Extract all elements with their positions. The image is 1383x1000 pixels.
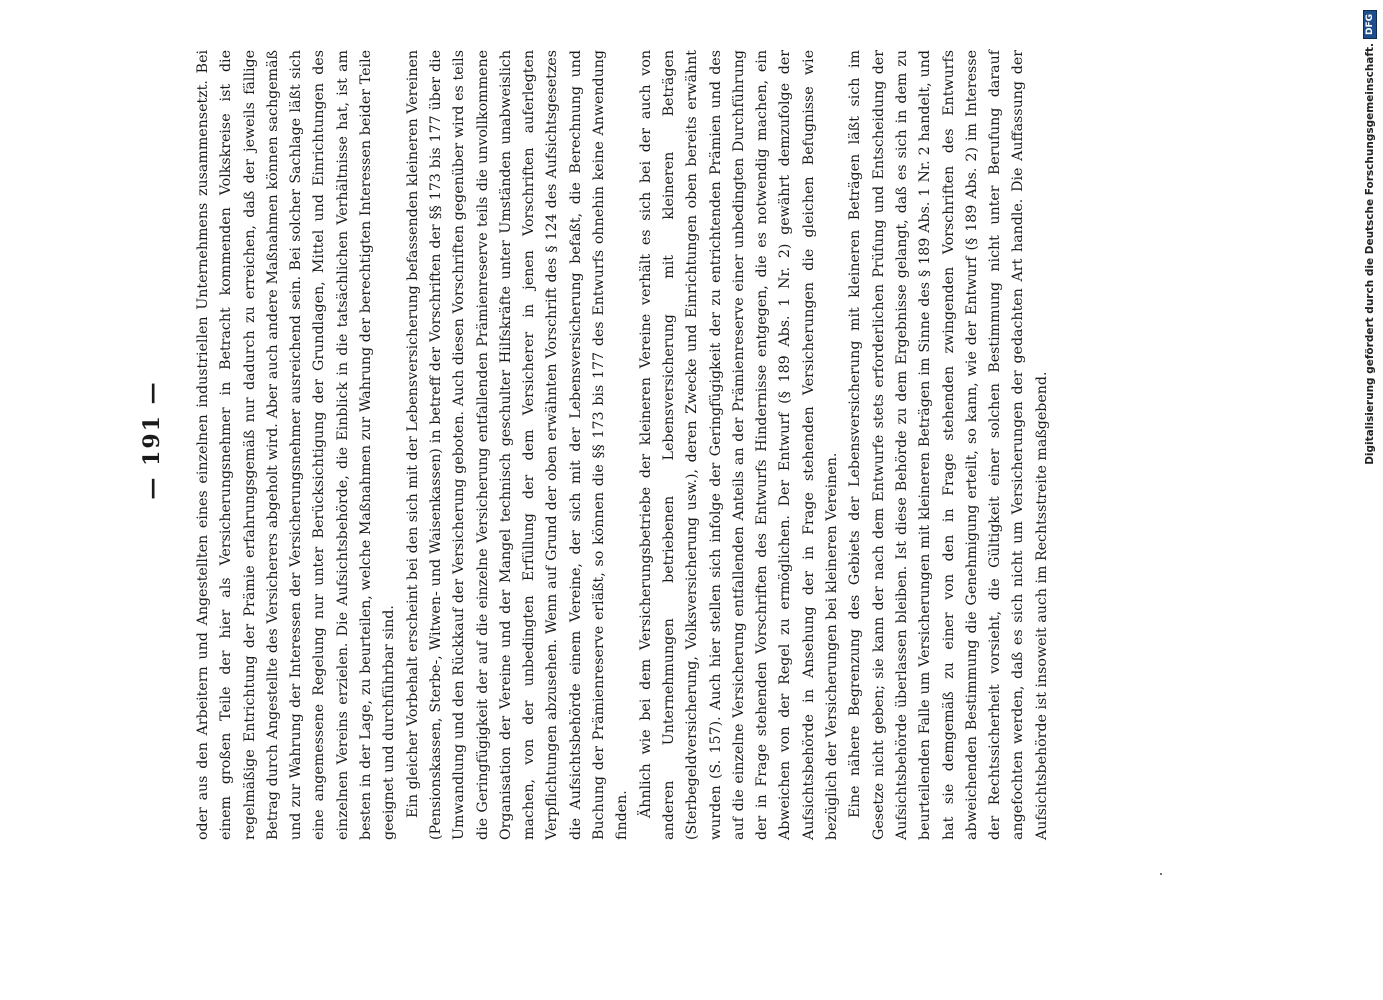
paragraph-3: Ähnlich wie bei dem Versicherungsbetriebe der kleineren Vereine verhält es sich bei der auch von anderen Unternehmungen betriebenen Lebensversicherung mit kleineren Beträgen (Sterbegeldversicherung, Volksversicherung usw.), deren Zwecke und Einrichtungen oben bereits erwähnt wurden (S. 157). Auch hier stellen sich infolge der Geringfügigkeit der zu entrichtenden Prämien und des auf die einzelne Versicherung entfallenden Anteils an der Prämienreserve einer unbedingten Durchführung der in Frage stehenden Vorschriften des Entwurfs Hindernisse entgegen, die es notwendig machen, ein Abweichen von der Regel zu ermöglichen. Der Entwurf (§ 189 Abs. 1 Nr. 2) gewährt demzufolge der Aufsichtsbehörde in Ansehung der in Frage stehenden Versicherungen die gleichen Befugnisse wie bezüglich der Versicherungen bei kleineren Vereinen. xyxy=(637,50,841,840)
scan-speck xyxy=(1160,873,1162,875)
digitization-credit-text: Digitalisierung gefördert durch die Deutsche Forschungsgemeinschaft. xyxy=(1364,43,1376,465)
page-body xyxy=(192,50,1222,840)
paragraph-2: Ein gleicher Vorbehalt erscheint bei den sich mit der Lebensversicherung befassenden kleineren Vereinen (Pensionskassen, Sterbe-, Witwen- und Waisenkassen) in betreff der Vorschriften der §§ 173 bis 177 über die Umwandlung und den Rückkauf der Versicherung geboten. Auch diesen Vorschriften gegenüber wird es teils die Geringfügigkeit der auf die einzelne Versicherung entfallenden Prämienreserve teils die unvollkommene Organisation der Vereine und der Mangel technisch geschulter Hilfskräfte unter Umständen unabweislich machen, von der unbedingten Erfüllung der dem Versicherer in jenen Vorschriften auferlegten Verpflichtungen abzusehen. Wenn auf Grund der oben erwähnten Vorschrift des § 124 des Aufsichtsgesetzes die Aufsichtsbehörde einem Vereine, der sich mit der Lebensversicherung befaßt, die Berechnung und Buchung der Prämienreserve erläßt, so können die §§ 173 bis 177 des Entwurfs ohnehin keine Anwendung finden. xyxy=(404,50,631,840)
document-page xyxy=(132,30,1222,850)
digitization-credit xyxy=(1359,10,1381,990)
dfg-logo: DFG xyxy=(1363,10,1377,39)
page-number: — 191 — xyxy=(139,380,165,500)
rotated-page xyxy=(132,0,1222,850)
paragraph-4: Eine nähere Begrenzung des Gebiets der Lebensversicherung mit kleineren Beträgen läßt sich im Gesetze nicht geben; sie kann der nach dem Entwurfe stets erforderlichen Prüfung und Entscheidung der Aufsichtsbehörde überlassen bleiben. Ist diese Behörde zu dem Ergebnisse gelangt, daß es sich in dem zu beurteilenden Falle um Versicherungen mit kleineren Beträgen im Sinne des § 189 Abs. 1 Nr. 2 handelt, und hat sie demgemäß zu einer von den in Frage stehenden zwingenden Vorschriften des Entwurfs abweichenden Bestimmung die Genehmigung erteilt, so kann, wie der Entwurf (§ 189 Abs. 2) im Interesse der Rechtssicherheit vorsieht, die Gültigkeit einer solchen Bestimmung nicht unter Berufung darauf angefochten werden, daß es sich nicht um Versicherungen der gedachten Art handle. Die Auffassung der Aufsichtsbehörde ist insoweit auch im Rechtsstreite maßgebend. xyxy=(847,50,1050,840)
paragraph-1: oder aus den Arbeitern und Angestellten eines einzelnen industriellen Unternehmens zusammensetzt. Bei einem großen Teile der hier als Versicherungsnehmer in Betracht kommenden Volkskreise ist die regelmäßige Entrichtung der Prämie erfahrungsgemäß nur dadurch zu erreichen, daß der jeweils fällige Betrag durch Angestellte des Versicherers abgeholt wird. Aber auch andere Maßnahmen können sachgemäß und zur Wahrung der Interessen der Versicherungsnehmer ausreichend sein. Bei solcher Sachlage läßt sich eine angemessene Regelung nur unter Berücksichtigung der Grundlagen, Mittel und Einrichtungen des einzelnen Vereins erzielen. Die Aufsichtsbehörde, die Einblick in die tatsächlichen Verhältnisse hat, ist am besten in der Lage, zu beurteilen, welche Maßnahmen zur Wahrung der berechtigten Interessen beider Teile geeignet und durchführbar sind. xyxy=(195,50,398,840)
